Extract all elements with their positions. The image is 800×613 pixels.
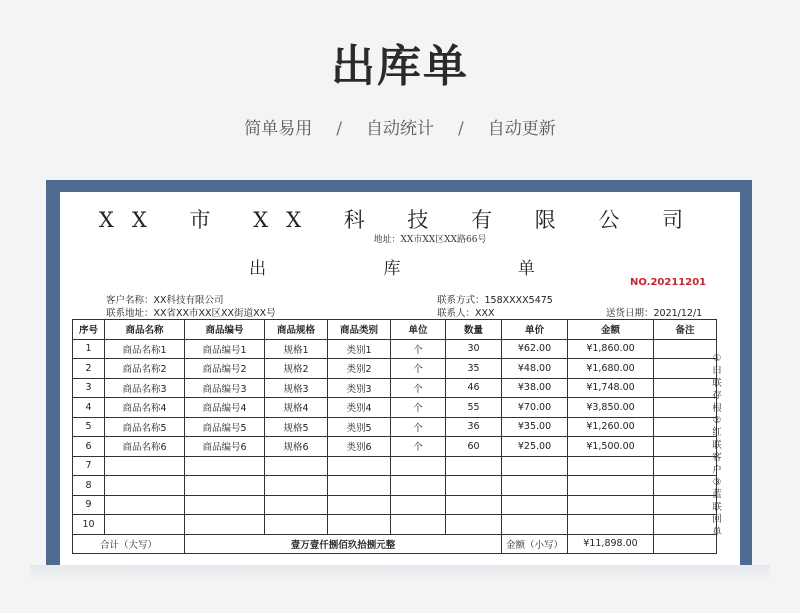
header-category: 商品类别 <box>328 320 391 340</box>
header-product-code: 商品编号 <box>185 320 265 340</box>
cell-product-name <box>105 476 185 496</box>
contact-method: 联系方式：158XXXX5475 <box>437 295 553 306</box>
cell-spec <box>265 456 328 476</box>
cell-quantity <box>446 495 502 515</box>
page-title: 出库单 <box>331 41 469 92</box>
cell-amount: ¥3,850.00 <box>568 398 654 418</box>
cell-unit-price <box>502 495 568 515</box>
amount-label: 金额（小写） <box>502 534 568 554</box>
table-row <box>73 495 717 515</box>
cell-product-name: 商品名称2 <box>105 359 185 379</box>
cell-unit-price: ¥70.00 <box>502 398 568 418</box>
tag-easy: 简单易用 <box>244 119 313 139</box>
header-spec: 商品规格 <box>265 320 328 340</box>
header-unit-price: 单价 <box>502 320 568 340</box>
cell-amount <box>568 476 654 496</box>
cell-amount <box>568 456 654 476</box>
note-char: 联 <box>712 501 722 513</box>
cell-index: 3 <box>73 378 105 398</box>
contact-address: 联系地址：XX省XX市XX区XX街道XX号 <box>106 308 276 319</box>
cell-product-code: 商品编号1 <box>185 339 265 359</box>
cell-remark <box>654 417 717 437</box>
cell-unit-price <box>502 515 568 535</box>
table-header-row <box>73 320 717 340</box>
cell-unit: 个 <box>391 378 446 398</box>
cell-unit: 个 <box>391 398 446 418</box>
cell-unit: 个 <box>391 339 446 359</box>
cell-product-name: 商品名称6 <box>105 437 185 457</box>
cell-product-code: 商品编号4 <box>185 398 265 418</box>
cell-quantity: 46 <box>446 378 502 398</box>
cell-unit: 个 <box>391 437 446 457</box>
cell-unit-price: ¥62.00 <box>502 339 568 359</box>
cell-product-code <box>185 476 265 496</box>
cell-unit <box>391 456 446 476</box>
cell-index: 9 <box>73 495 105 515</box>
cell-quantity: 35 <box>446 359 502 379</box>
cell-spec: 规格5 <box>265 417 328 437</box>
customer-name: 客户名称：XX科技有限公司 <box>106 295 224 306</box>
cell-unit <box>391 495 446 515</box>
header-quantity: 数量 <box>446 320 502 340</box>
note-char: 单 <box>712 526 722 538</box>
note-char: ① <box>712 353 722 364</box>
cell-remark <box>654 515 717 535</box>
document-number: NO.20211201 <box>630 277 707 288</box>
cell-quantity: 60 <box>446 437 502 457</box>
items-table <box>72 319 717 554</box>
cell-remark <box>654 339 717 359</box>
total-in-words: 壹万壹仟捌佰玖拾捌元整 <box>185 534 502 554</box>
note-char: ③ <box>712 477 722 489</box>
cell-spec <box>265 515 328 535</box>
note-char: ② <box>712 415 722 427</box>
cell-category: 类别1 <box>328 339 391 359</box>
tag-auto-stats: 自动统计 <box>366 119 434 139</box>
cell-amount <box>568 515 654 535</box>
cell-remark <box>654 495 717 515</box>
cell-remark <box>654 398 717 418</box>
header-index: 序号 <box>73 320 105 340</box>
cell-amount: ¥1,748.00 <box>568 378 654 398</box>
delivery-date: 送货日期：2021/12/1 <box>606 308 703 319</box>
cell-unit-price: ¥25.00 <box>502 437 568 457</box>
cell-remark <box>654 456 717 476</box>
note-char: 联 <box>712 377 722 389</box>
cell-category <box>328 515 391 535</box>
cell-spec: 规格3 <box>265 378 328 398</box>
total-remark <box>654 534 717 554</box>
cell-product-code <box>185 495 265 515</box>
company-address: 地址：XX市XX区XX路66号 <box>373 235 487 245</box>
note-char: 联 <box>712 439 722 451</box>
total-label: 合计（大写） <box>73 534 185 554</box>
cell-product-code: 商品编号6 <box>185 437 265 457</box>
cell-spec: 规格1 <box>265 339 328 359</box>
frame-shadow <box>30 565 770 581</box>
cell-spec: 规格6 <box>265 437 328 457</box>
cell-unit-price <box>502 456 568 476</box>
cell-product-name: 商品名称4 <box>105 398 185 418</box>
cell-index: 7 <box>73 456 105 476</box>
cell-quantity <box>446 476 502 496</box>
copy-distribution-note <box>709 353 725 539</box>
cell-product-name: 商品名称1 <box>105 339 185 359</box>
note-char: 蓝 <box>712 489 722 501</box>
cell-amount: ¥1,500.00 <box>568 437 654 457</box>
cell-unit-price: ¥38.00 <box>502 378 568 398</box>
cell-product-name <box>105 495 185 515</box>
table-row <box>73 378 717 398</box>
cell-product-name: 商品名称3 <box>105 378 185 398</box>
cell-product-name <box>105 456 185 476</box>
cell-product-name: 商品名称5 <box>105 417 185 437</box>
cell-unit-price <box>502 476 568 496</box>
cell-category <box>328 456 391 476</box>
cell-category <box>328 495 391 515</box>
cell-index: 4 <box>73 398 105 418</box>
note-char: 红 <box>712 427 722 439</box>
cell-category: 类别5 <box>328 417 391 437</box>
note-char: 白 <box>712 365 722 377</box>
total-row <box>73 534 717 554</box>
cell-remark <box>654 476 717 496</box>
cell-quantity: 36 <box>446 417 502 437</box>
cell-remark <box>654 359 717 379</box>
contact-person: 联系人：XXX <box>437 308 495 319</box>
cell-spec <box>265 495 328 515</box>
tag-auto-update: 自动更新 <box>487 119 556 139</box>
table-row <box>73 437 717 457</box>
cell-spec: 规格2 <box>265 359 328 379</box>
cell-unit-price: ¥35.00 <box>502 417 568 437</box>
header-product-name: 商品名称 <box>105 320 185 340</box>
cell-category: 类别6 <box>328 437 391 457</box>
cell-index: 10 <box>73 515 105 535</box>
cell-product-code: 商品编号2 <box>185 359 265 379</box>
cell-spec: 规格4 <box>265 398 328 418</box>
table-row <box>73 359 717 379</box>
cell-remark <box>654 437 717 457</box>
cell-product-code <box>185 456 265 476</box>
cell-amount: ¥1,680.00 <box>568 359 654 379</box>
note-char: 客 <box>712 452 722 464</box>
cell-category: 类别3 <box>328 378 391 398</box>
table-row <box>73 515 717 535</box>
cell-product-name <box>105 515 185 535</box>
separator: / <box>458 119 464 139</box>
cell-spec <box>265 476 328 496</box>
cell-unit: 个 <box>391 359 446 379</box>
cell-quantity: 30 <box>446 339 502 359</box>
cell-category <box>328 476 391 496</box>
header-remark: 备注 <box>654 320 717 340</box>
cell-unit: 个 <box>391 417 446 437</box>
table-row <box>73 417 717 437</box>
cell-amount <box>568 495 654 515</box>
cell-product-code <box>185 515 265 535</box>
table-row <box>73 398 717 418</box>
note-char: 根 <box>712 402 722 414</box>
cell-remark <box>654 378 717 398</box>
cell-amount: ¥1,860.00 <box>568 339 654 359</box>
cell-product-code: 商品编号5 <box>185 417 265 437</box>
cell-index: 1 <box>73 339 105 359</box>
cell-unit <box>391 476 446 496</box>
cell-unit-price: ¥48.00 <box>502 359 568 379</box>
cell-category: 类别4 <box>328 398 391 418</box>
cell-index: 2 <box>73 359 105 379</box>
cell-amount: ¥1,260.00 <box>568 417 654 437</box>
note-char: 存 <box>712 390 722 402</box>
cell-index: 5 <box>73 417 105 437</box>
cell-product-code: 商品编号3 <box>185 378 265 398</box>
cell-category: 类别2 <box>328 359 391 379</box>
cell-quantity: 55 <box>446 398 502 418</box>
cell-quantity <box>446 456 502 476</box>
document-title: 出 库 单 <box>249 259 591 279</box>
amount-value: ¥11,898.00 <box>568 534 654 554</box>
cell-unit <box>391 515 446 535</box>
note-char: 回 <box>712 514 722 526</box>
table-row <box>73 339 717 359</box>
company-name: XX 市 XX 科 技 有 限 公 司 <box>98 208 702 232</box>
header-amount: 金额 <box>568 320 654 340</box>
cell-quantity <box>446 515 502 535</box>
note-char: 户 <box>712 464 722 476</box>
tagline <box>0 114 800 139</box>
cell-index: 8 <box>73 476 105 496</box>
table-row <box>73 476 717 496</box>
separator: / <box>336 119 342 139</box>
table-row <box>73 456 717 476</box>
cell-index: 6 <box>73 437 105 457</box>
header-unit: 单位 <box>391 320 446 340</box>
